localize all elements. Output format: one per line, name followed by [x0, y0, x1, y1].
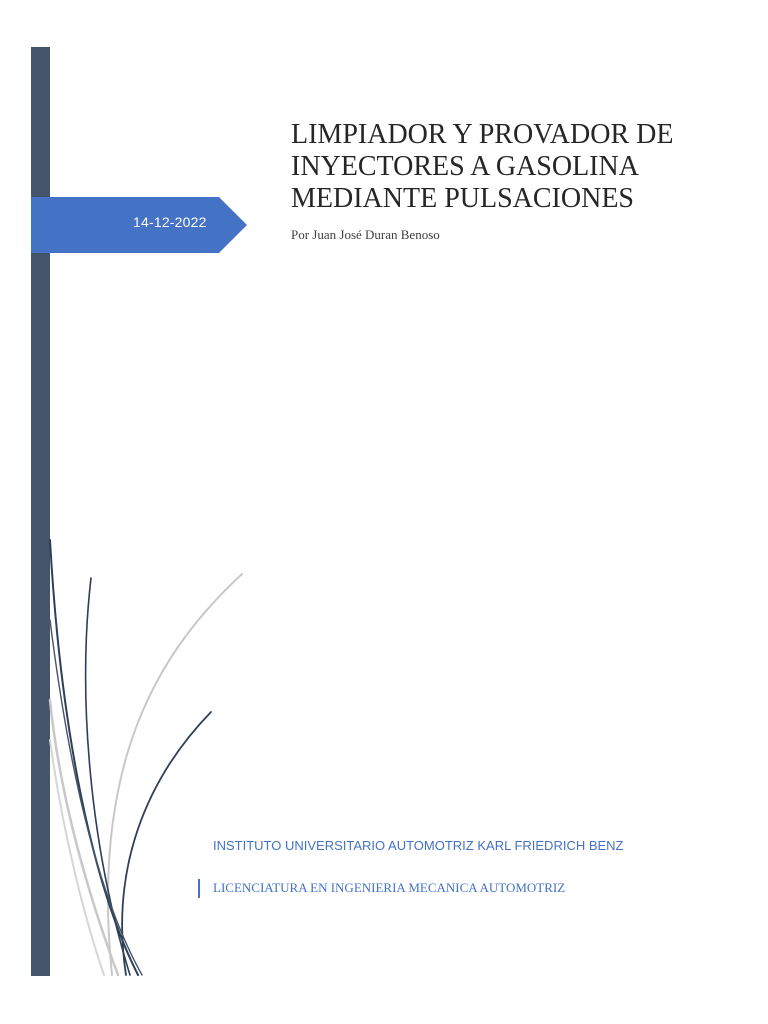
title-line-2: INYECTORES A GASOLINA	[291, 151, 639, 182]
curve-dark-4	[50, 620, 142, 975]
title-line-1: LIMPIADOR Y PROVADOR DE	[291, 119, 674, 150]
curve-dark-3	[122, 712, 211, 975]
title-line-3: MEDIANTE PULSACIONES	[291, 183, 634, 214]
career-name: LICENCIATURA EN INGENIERIA MECANICA AUTOMOTRIZ	[213, 880, 566, 895]
curve-dark-1	[50, 540, 138, 975]
institute-name: INSTITUTO UNIVERSITARIO AUTOMOTRIZ KARL FRIEDRICH BENZ	[213, 838, 624, 853]
cover-date: 14-12-2022	[133, 214, 207, 230]
author-line: Por Juan José Duran Benoso	[291, 227, 440, 242]
career-accent-bar	[198, 879, 200, 898]
curve-light-2	[50, 700, 118, 975]
curve-light-1	[108, 574, 242, 975]
